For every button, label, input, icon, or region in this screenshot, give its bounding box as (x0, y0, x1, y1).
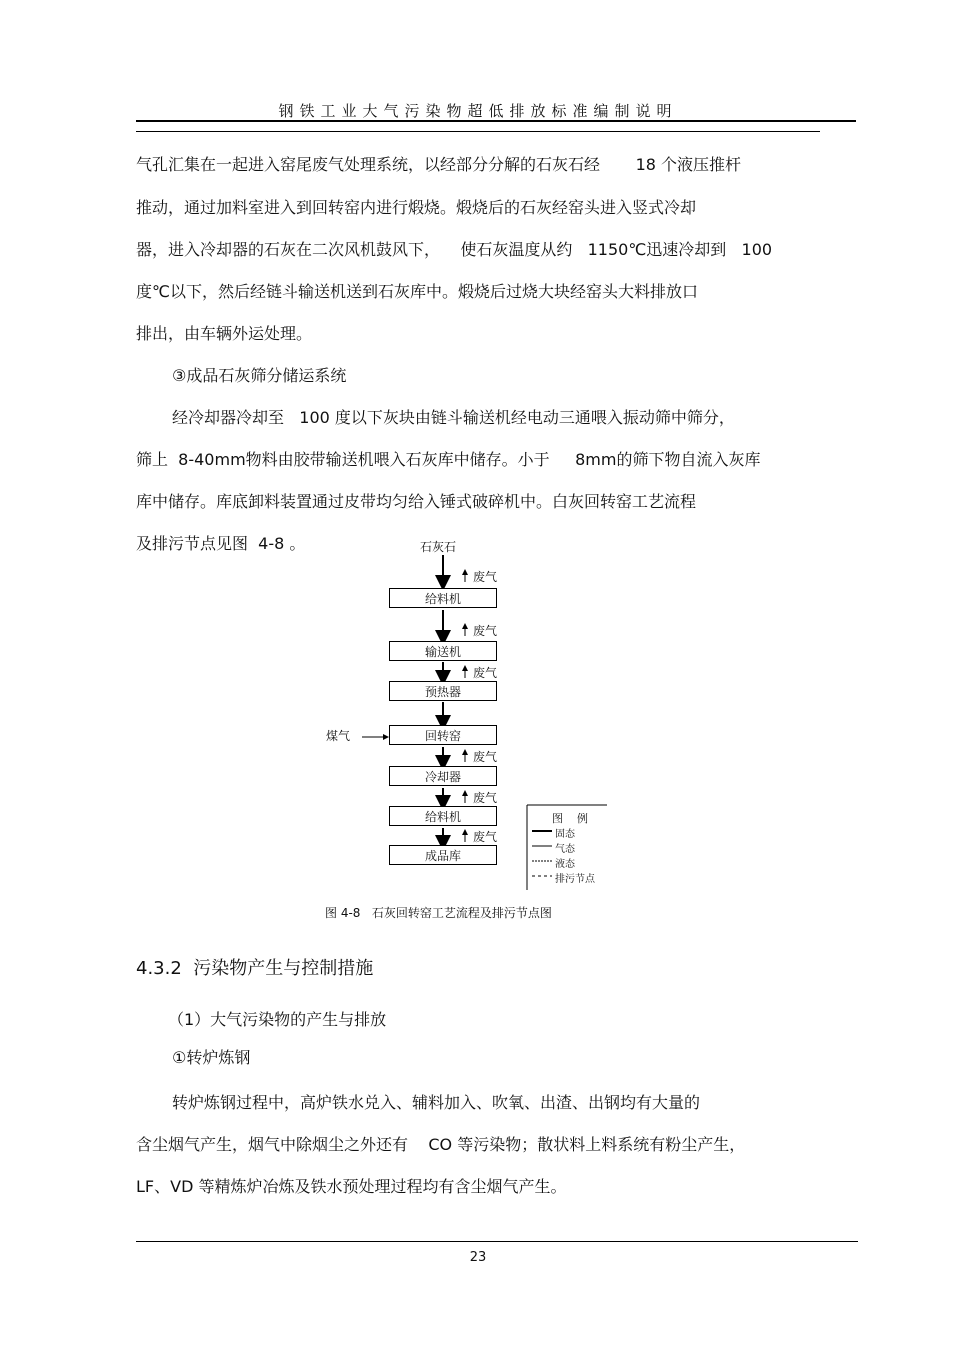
section-heading: 4.3.2 污染物产生与控制措施 (136, 958, 374, 979)
exhaust-label: 废气 (473, 666, 498, 680)
process-box-feeder: 给料机 (389, 588, 497, 608)
process-box-feeder-2: 给料机 (389, 806, 497, 826)
body-text-line: 库中储存。库底卸料装置通过皮带均匀给入锤式破碎机中。白灰回转窑工艺流程 (136, 492, 697, 511)
footer-rule (136, 1241, 858, 1242)
exhaust-label: 废气 (473, 791, 498, 805)
process-box-conveyor: 输送机 (389, 641, 497, 661)
process-box-product-storage: 成品库 (389, 845, 497, 865)
exhaust-label: 废气 (473, 624, 498, 638)
body-text-line: 度℃以下，然后经链斗输送机送到石灰库中。煅烧后过烧大块经窑头大料排放口 (136, 282, 698, 301)
body-text-line: 筛上 8-40mm物料由胶带输送机喂入石灰库中储存。小于 8mm的筛下物自流入灰库 (136, 450, 761, 469)
legend-item-discharge-node: 排污节点 (555, 874, 595, 885)
body-text-line: 含尘烟气产生，烟气中除烟尘之外还有 CO 等污染物；散状料上料系统有粉尘产生， (136, 1135, 746, 1154)
exhaust-label: 废气 (473, 570, 498, 584)
header-rule-thin (136, 131, 820, 132)
legend-title: 图 例 (552, 812, 588, 825)
process-box-cooler: 冷却器 (389, 766, 497, 786)
sub-heading: ③成品石灰筛分储运系统 (172, 366, 347, 385)
section-item: ①转炉炼钢 (172, 1048, 251, 1067)
page-header-title: 钢铁工业大气污染物超低排放标准编制说明 (278, 102, 678, 120)
figure-caption: 图 4-8 石灰回转窑工艺流程及排污节点图 (325, 906, 552, 920)
body-text-line: 器，进入冷却器的石灰在二次风机鼓风下， 使石灰温度从约 1150℃迅速冷却到 100 (136, 240, 773, 259)
body-text-line: 推动，通过加料室进入到回转窑内进行煅烧。煅烧后的石灰经窑头进入竖式冷却 (136, 198, 697, 217)
fuel-label: 煤气 (326, 729, 351, 743)
body-text-line: 气孔汇集在一起进入窑尾废气处理系统，以经部分分解的石灰石经 18 个液压推杆 (136, 155, 742, 174)
process-box-preheater: 预热器 (389, 681, 497, 701)
page-number: 23 (469, 1250, 487, 1265)
exhaust-label: 废气 (473, 830, 498, 844)
header-rule (136, 120, 856, 122)
body-text-line: 经冷却器冷却至 100 度以下灰块由链斗输送机经电动三通喂入振动筛中筛分， (172, 408, 735, 427)
body-text-line: 排出，由车辆外运处理。 (136, 324, 313, 343)
section-subheading: （1）大气污染物的产生与排放 (168, 1010, 387, 1029)
legend-item-liquid: 液态 (555, 859, 575, 870)
body-text-line: 转炉炼钢过程中，高炉铁水兑入、辅料加入、吹氧、出渣、出钢均有大量的 (172, 1093, 701, 1112)
exhaust-label: 废气 (473, 750, 498, 764)
body-text-line: LF、VD 等精炼炉冶炼及铁水预处理过程均有含尘烟气产生。 (136, 1177, 567, 1196)
body-text-line: 及排污节点见图 4-8 。 (136, 534, 306, 553)
legend-item-gas: 气态 (555, 844, 575, 855)
process-box-rotary-kiln: 回转窑 (389, 725, 497, 745)
input-label: 石灰石 (420, 540, 457, 554)
legend-item-solid: 固态 (555, 829, 575, 840)
